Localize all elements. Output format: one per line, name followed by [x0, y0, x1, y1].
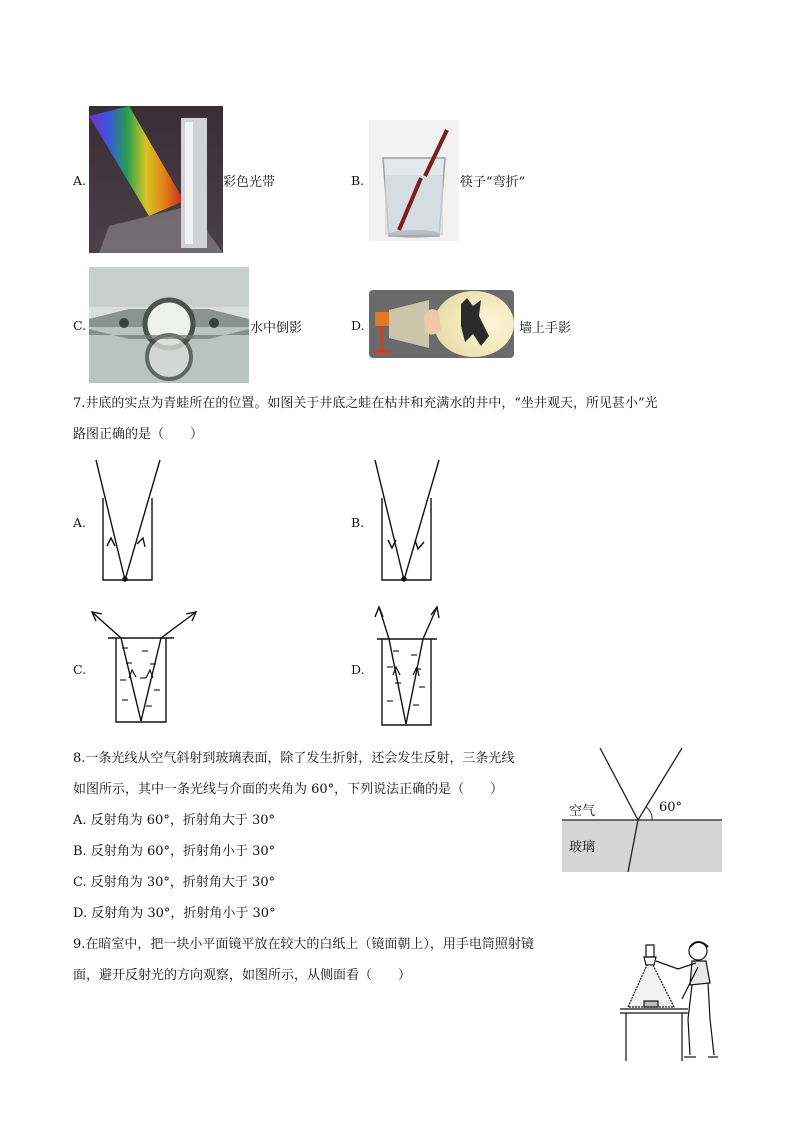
q6-option-b-caption: 筷子“弯折”	[460, 175, 526, 190]
prism-rainbow-image	[89, 106, 223, 253]
q6-option-c-caption: 水中倒影	[250, 321, 303, 336]
q8-refraction-diagram	[562, 746, 722, 872]
q7-option-d-diagram	[367, 605, 447, 729]
q9-stem-line2: 面，避开反射光的方向观察，如图所示，从侧面看（ ）	[73, 968, 412, 983]
q6-option-a-letter: A.	[73, 173, 87, 188]
flashlight-mirror-figure	[618, 939, 722, 1063]
chopstick-glass-image	[369, 120, 459, 241]
q6-option-d-letter: D.	[351, 318, 365, 333]
q7-stem-line1: 7.井底的实点为青蛙所在的位置。如图关于井底之蛙在枯井和充满水的井中，“坐井观天，所见甚小”光	[73, 396, 658, 411]
q7-option-c-diagram	[88, 608, 200, 726]
bridge-reflection-image	[89, 267, 249, 383]
q8-option-b: B. 反射角为 60°，折射角小于 30°	[73, 844, 276, 859]
angle-label: 60°	[659, 800, 683, 815]
q7-option-a-diagram	[88, 458, 168, 586]
q7-stem-line2: 路图正确的是（ ）	[73, 427, 204, 442]
q7-option-b-diagram	[367, 458, 447, 586]
q6-option-c-letter: C.	[73, 318, 87, 333]
glass-label: 玻璃	[569, 840, 596, 855]
air-label: 空气	[569, 804, 596, 819]
q7-option-b-letter: B.	[351, 515, 365, 530]
q7-option-a-letter: A.	[73, 515, 87, 530]
q6-option-a-caption: 彩色光带	[223, 175, 276, 190]
q9-stem-line1: 9.在暗室中，把一块小平面镜平放在较大的白纸上（镜面朝上），用手电筒照射镜	[73, 937, 534, 952]
q8-option-d: D. 反射角为 30°，折射角小于 30°	[73, 906, 276, 921]
q8-option-a: A. 反射角为 60°，折射角大于 30°	[73, 813, 276, 828]
q6-option-b-letter: B.	[351, 173, 365, 188]
q8-option-c: C. 反射角为 30°，折射角大于 30°	[73, 875, 276, 890]
q6-option-d-caption: 墙上手影	[519, 321, 572, 336]
q8-stem-line1: 8.一条光线从空气斜射到玻璃表面，除了发生折射，还会发生反射，三条光线	[73, 751, 515, 766]
q8-stem-line2: 如图所示，其中一条光线与介面的夹角为 60°，下列说法正确的是（ ）	[73, 782, 504, 797]
hand-shadow-image	[369, 290, 514, 358]
q7-option-d-letter: D.	[351, 662, 365, 677]
q7-option-c-letter: C.	[73, 662, 87, 677]
